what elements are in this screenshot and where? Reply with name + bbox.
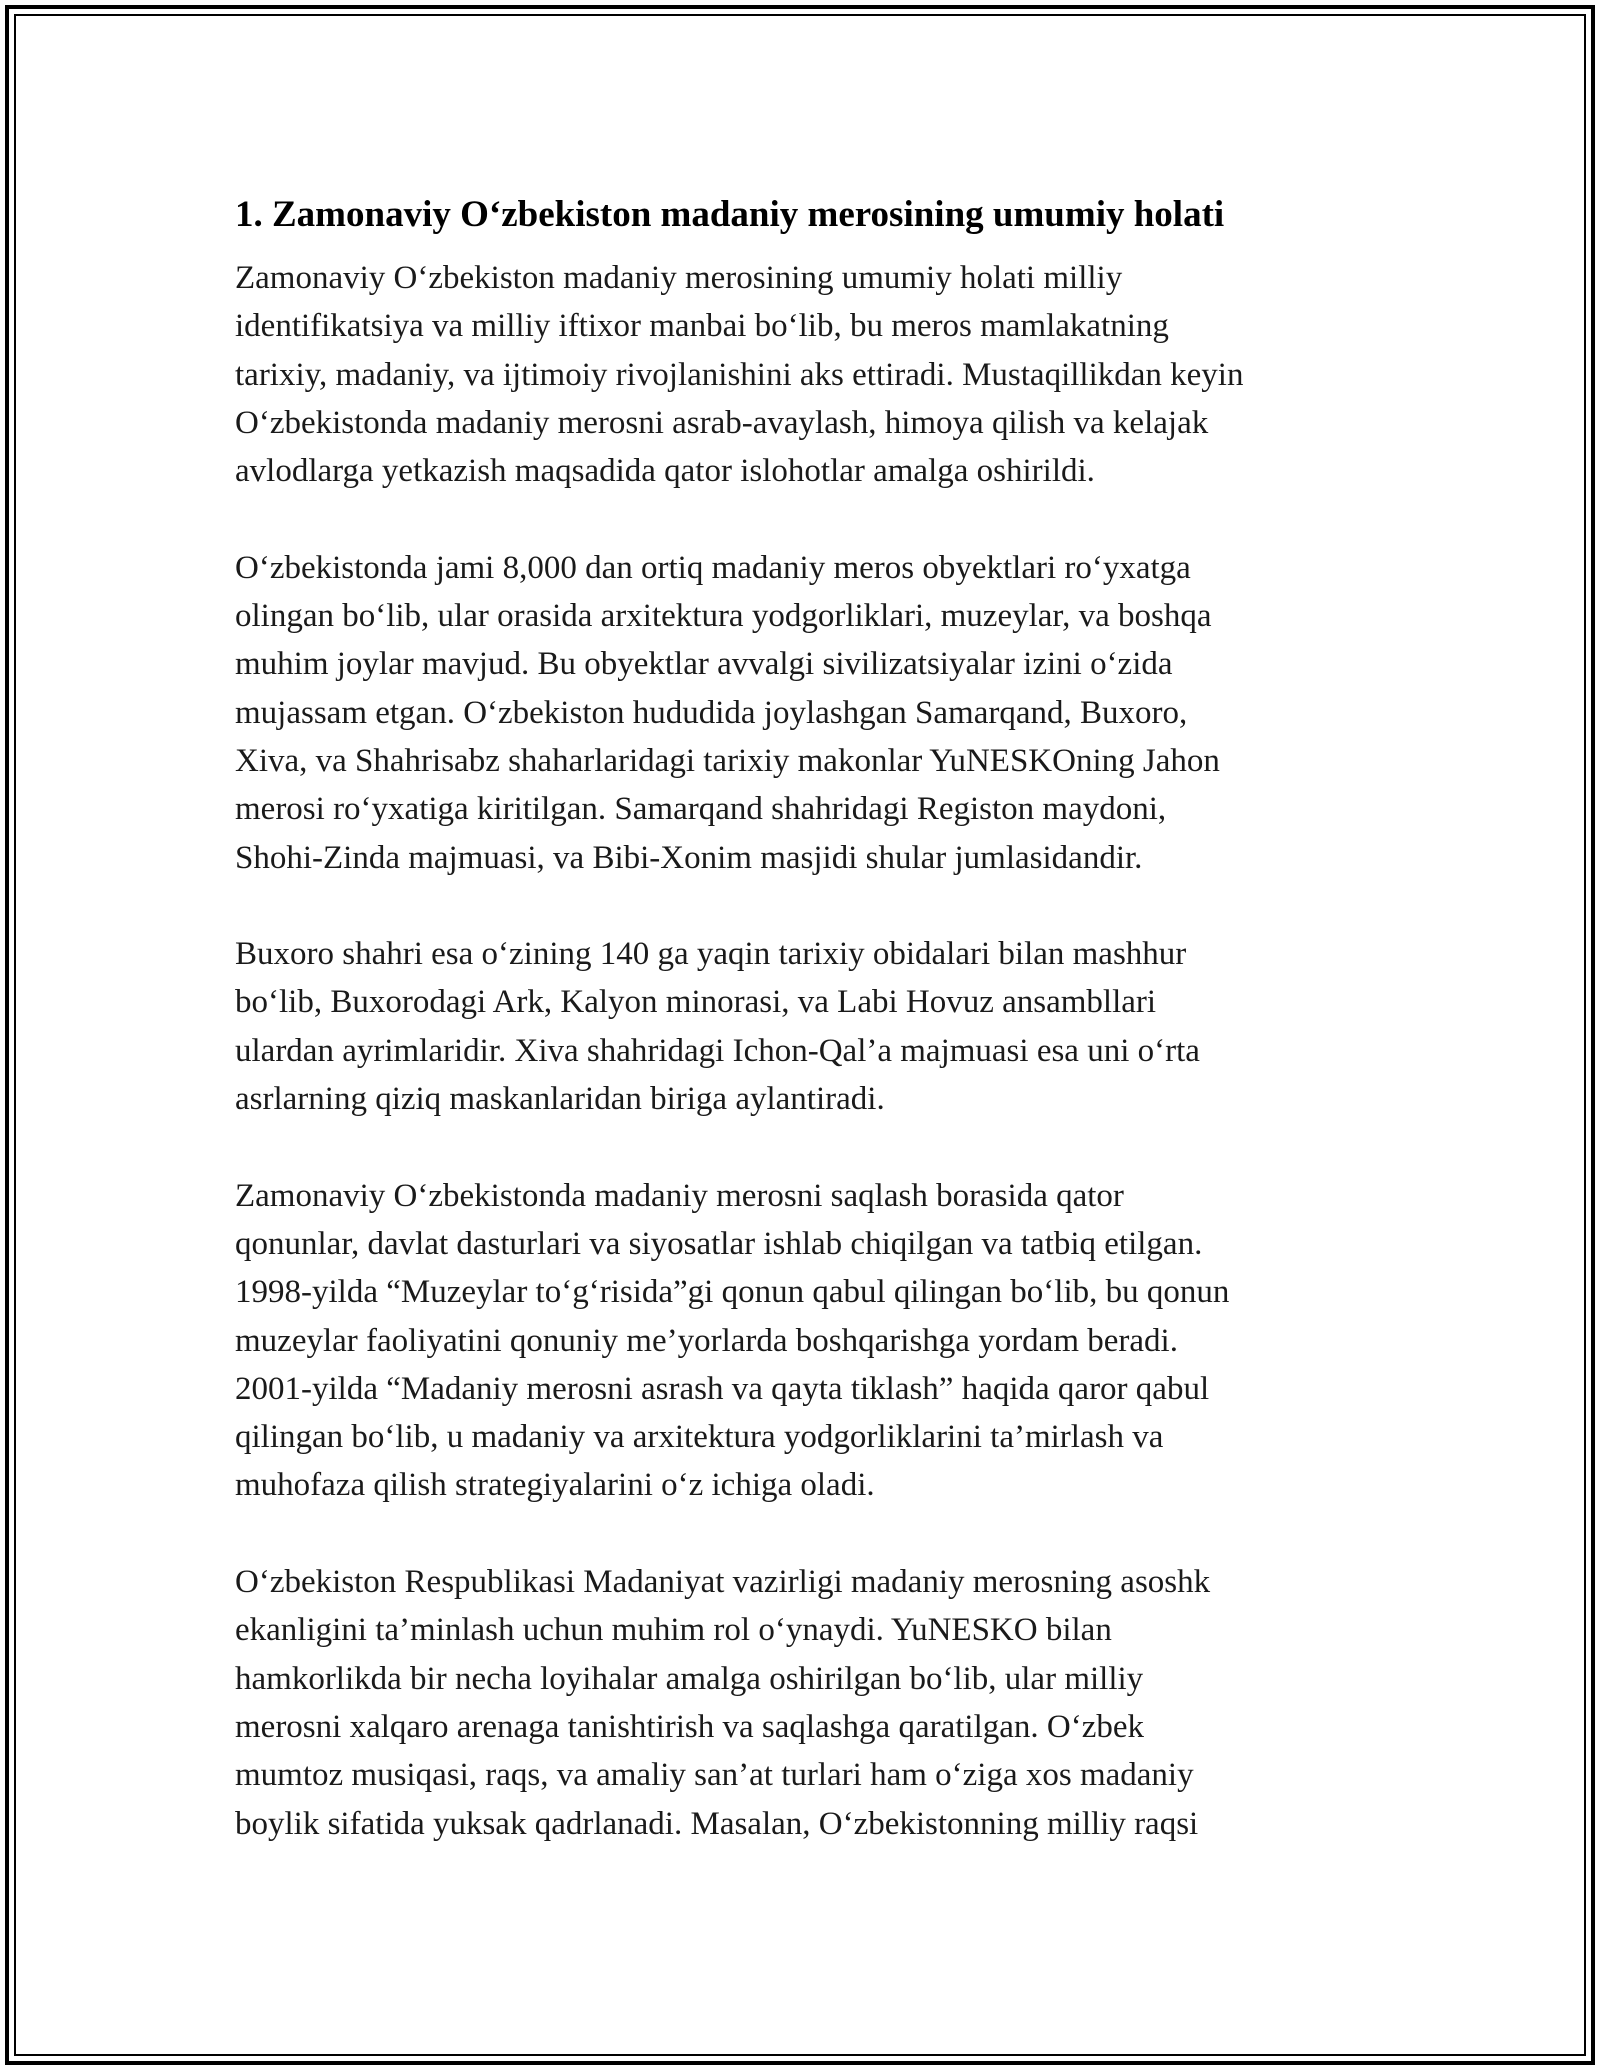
text-line: olingan bo‘lib, ular orasida arxitektura yodgorliklari, muzeylar, va boshqa: [235, 598, 1212, 635]
text-line: 2001-yilda “Madaniy merosni asrash va qayta tiklash” haqida qaror qabul: [235, 1370, 1210, 1407]
text-line: tarixiy, madaniy, va ijtimoiy rivojlanishini aks ettiradi. Mustaqillikdan keyin: [235, 356, 1244, 393]
text-line: Zamonaviy O‘zbekiston madaniy merosining umumiy holati milliy: [235, 260, 1123, 296]
text-line: mujassam etgan. O‘zbekiston hududida joylashgan Samarqand, Buxoro,: [235, 694, 1188, 731]
text-line: hamkorlikda bir necha loyihalar amalga oshirilgan bo‘lib, ular milliy: [235, 1660, 1144, 1697]
text-line: ekanligini ta’minlash uchun muhim rol o‘ynaydi. YuNESKO bilan: [235, 1612, 1112, 1649]
paragraph-1: [235, 254, 1385, 495]
text-line: qonunlar, davlat dasturlari va siyosatlar ishlab chiqilgan va tatbiq etilgan.: [235, 1225, 1203, 1262]
text-line: merosni xalqaro arenaga tanishtirish va saqlashga qaratilgan. O‘zbek: [235, 1708, 1144, 1745]
paragraph-5: [235, 1558, 1385, 1848]
text-line: Buxoro shahri esa o‘zining 140 ga yaqin tarixiy obidalari bilan mashhur: [235, 936, 1187, 973]
text-line: Xiva, va Shahrisabz shaharlaridagi tarixiy makonlar YuNESKOning Jahon: [235, 742, 1220, 779]
text-line: O‘zbekiston Respublikasi Madaniyat vazirligi madaniy merosning asoshk: [235, 1564, 1211, 1601]
paragraph-3: [235, 930, 1385, 1123]
paragraph-2: [235, 544, 1385, 882]
section-heading: 1. Zamonaviy O‘zbekiston madaniy merosining umumiy holati: [235, 194, 1225, 235]
text-line: bo‘lib, Buxorodagi Ark, Kalyon minorasi, va Labi Hovuz ansambllari: [235, 984, 1157, 1021]
text-line: O‘zbekistonda jami 8,000 dan ortiq madaniy meros obyektlari ro‘yxatga: [235, 549, 1191, 586]
text-line: merosi ro‘yxatiga kiritilgan. Samarqand shahridagi Registon maydoni,: [235, 791, 1167, 828]
text-line: mumtoz musiqasi, raqs, va amaliy san’at turlari ham o‘ziga xos madaniy: [235, 1757, 1194, 1794]
text-line: qilingan bo‘lib, u madaniy va arxitektura yodgorliklarini ta’mirlash va: [235, 1419, 1164, 1456]
text-line: boylik sifatida yuksak qadrlanadi. Masalan, O‘zbekistonning milliy raqsi: [235, 1805, 1199, 1842]
text-line: Zamonaviy O‘zbekistonda madaniy merosni saqlash borasida qator: [235, 1177, 1124, 1214]
document-body: [235, 188, 1385, 1848]
paragraph-4: [235, 1172, 1385, 1510]
text-line: asrlarning qiziq maskanlaridan biriga aylantiradi.: [235, 1081, 885, 1118]
text-line: O‘zbekistonda madaniy merosni asrab-avaylash, himoya qilish va kelajak: [235, 404, 1209, 441]
text-line: identifikatsiya va milliy iftixor manbai bo‘lib, bu meros mamlakatning: [235, 308, 1169, 345]
text-line: Shohi-Zinda majmuasi, va Bibi-Xonim masjidi shular jumlasidandir.: [235, 839, 1143, 876]
text-line: avlodlarga yetkazish maqsadida qator islohotlar amalga oshirildi.: [235, 453, 1095, 490]
text-line: muhofaza qilish strategiyalarini o‘z ichiga oladi.: [235, 1467, 875, 1504]
text-line: ulardan ayrimlaridir. Xiva shahridagi Ichon-Qal’a majmuasi esa uni o‘rta: [235, 1032, 1200, 1069]
text-line: muzeylar faoliyatini qonuniy me’yorlarda boshqarishga yordam beradi.: [235, 1322, 1178, 1359]
text-line: muhim joylar mavjud. Bu obyektlar avvalgi sivilizatsiyalar izini o‘zida: [235, 646, 1173, 683]
text-line: 1998-yilda “Muzeylar to‘g‘risida”gi qonun qabul qilingan bo‘lib, bu qonun: [235, 1274, 1230, 1311]
